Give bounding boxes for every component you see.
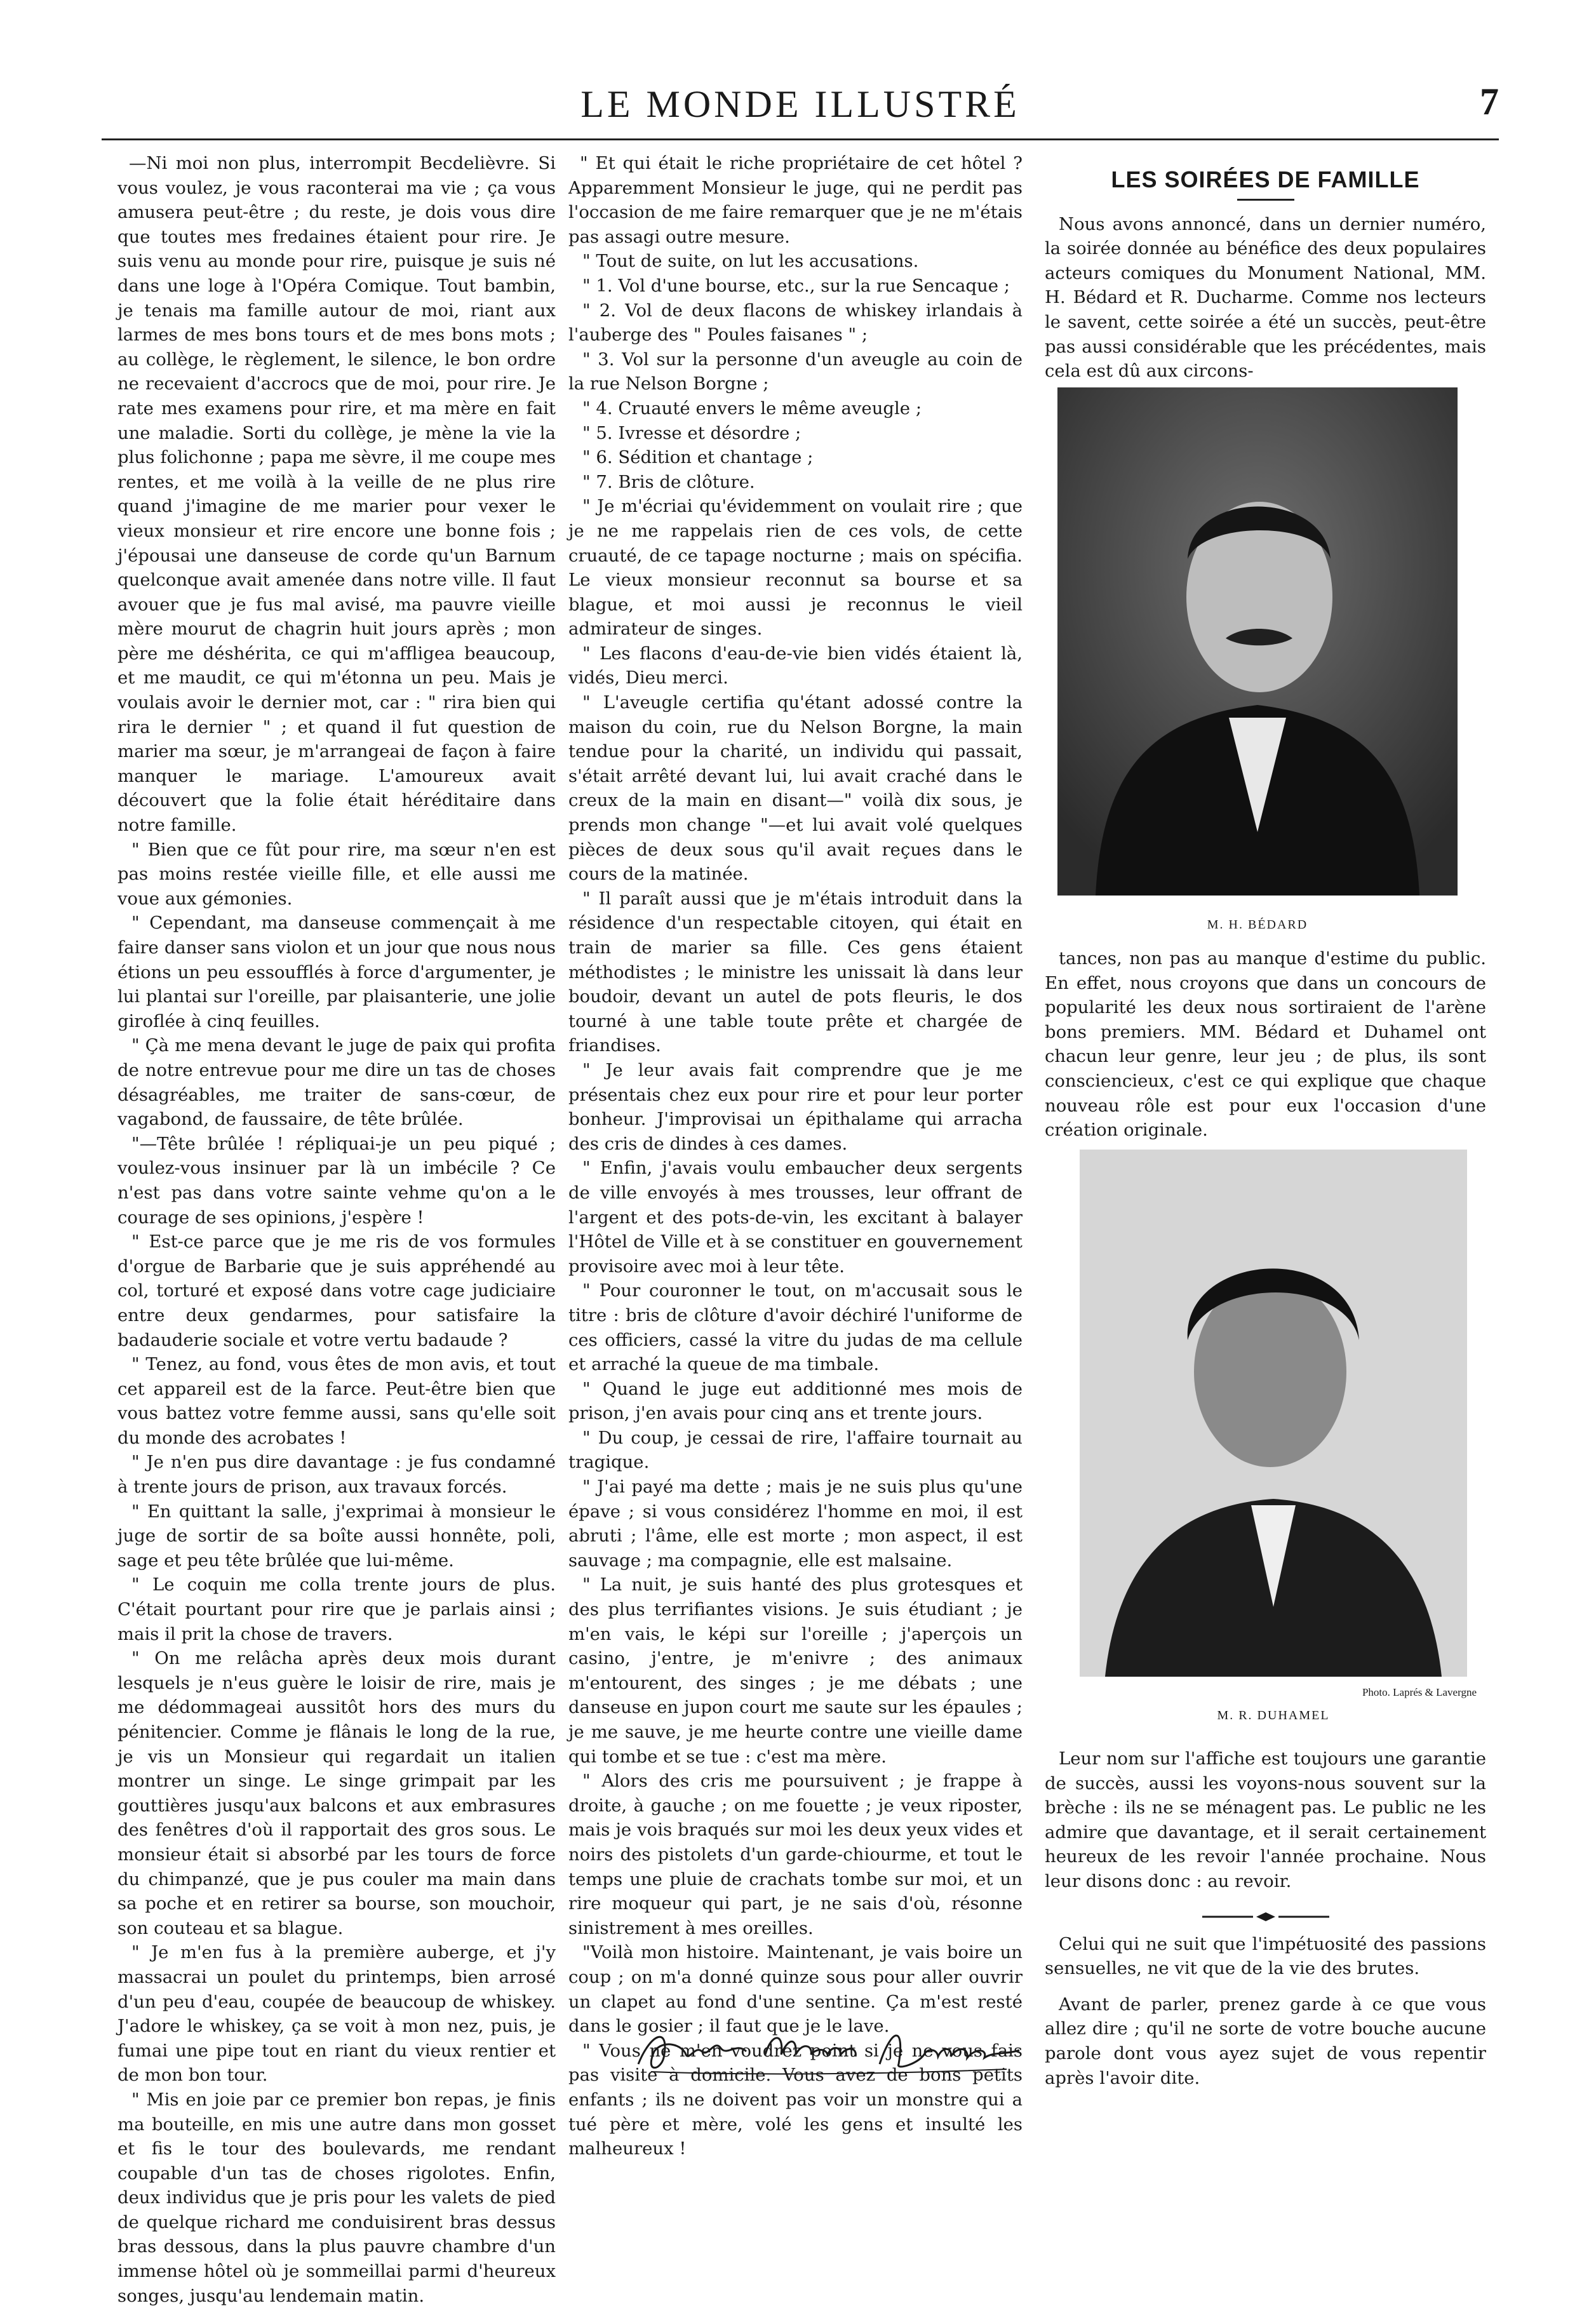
paragraph: " Tout de suite, on lut les accusations. <box>582 251 919 272</box>
paragraph: " 3. Vol sur la personne d'un aveugle au coin de la rue Nelson Borgne ; <box>568 349 1023 394</box>
paragraph: "Voilà mon histoire. Maintenant, je vais boire un coup ; on m'a donné quinze sous pour aller ouvrir un clapet au fond d'une sentine. Ça m'est resté dans le gosier ; il faut que je le lave. <box>568 1942 1023 2037</box>
paragraph: " Tenez, au fond, vous êtes de mon avis, et tout cet appareil est de la farce. Peut-être bien que vous battez votre femme aussi, sans qu'elle soit du monde des acrobates ! <box>117 1354 556 1448</box>
photo-bedard <box>1057 387 1458 896</box>
paragraph: tances, non pas au manque d'estime du public. En effet, nous croyons que dans un concours de popularité les deux nous sortiraient de l'arène bons premiers. MM. Bédard et Duhamel ont chacun leur genre, leur jeu ; de plus, ils sont consciencieux, c'est ce qui explique que chaque nouveau rôle est pour eux l'occasion d'une création originale. <box>1045 948 1486 1141</box>
paragraph: " Et qui était le riche propriétaire de cet hôtel ? Apparemment Monsieur le juge, qui ne perdit pas l'occasion de me faire remarquer que je ne m'étais pas assagi outre mesure. <box>568 153 1023 247</box>
paragraph: " 2. Vol de deux flacons de whiskey irlandais à l'auberge des " Poules faisanes " ; <box>568 300 1023 346</box>
paragraph: " Cependant, ma danseuse commençait à me faire danser sans violon et un jour que nous nous étions un peu essoufflés à force d'argumenter, je lui plantai sur l'oreille, par plaisanterie, une jolie giroflée à cinq feuilles. <box>117 913 556 1031</box>
paragraph: " 5. Ivresse et désordre ; <box>582 422 801 443</box>
photo-duhamel <box>1080 1150 1467 1677</box>
paragraph: " J'ai payé ma dette ; mais je ne suis plus qu'une épave ; si vous considérez l'homme en moi, il est abruti ; l'âme, elle est morte ; mon aspect, il est sauvage ; ma compagnie, elle est malsaine. <box>568 1477 1023 1571</box>
paragraph: " On me relâcha après deux mois durant lesquels je n'eus guère le loisir de rire, mais je me dédommageai aussitôt hors des murs du pénitencier. Comme je flânais le long de la rue, je vis un Monsieur qui regardait un italien montrer un singe. Le singe grimpait par les gouttières jusqu'aux balcons et aux embrasures des fenêtres d'où il rapportait des gros sous. Le monsieur était si absorbé par les tours de force du chimpanzé, que je pus couler ma main dans sa poche et en retirer sa bourse, son mouchoir, son couteau et sa blague. <box>117 1648 556 1938</box>
paragraph: " 7. Bris de clôture. <box>582 471 755 492</box>
paragraph: " Les flacons d'eau-de-vie bien vidés étaient là, vidés, Dieu merci. <box>568 643 1023 688</box>
paragraph: " Pour couronner le tout, on m'accusait sous le titre : bris de clôture d'avoir déchiré l'uniforme de ces officiers, cassé la vitre du judas de ma cellule et arraché la queue de ma timbale. <box>568 1280 1023 1375</box>
paragraph: " Je leur avais fait comprendre que je me présentais chez eux pour rire et pour leur porter bonheur. J'improvisai un épithalame qui arracha des cris de dindes à ces dames. <box>568 1059 1023 1154</box>
maxim-paragraph: Celui qui ne suit que l'impétuosité des passions sensuelles, ne vit que de la vie des brutes. <box>1045 1933 1486 1979</box>
paragraph: " Mis en joie par ce premier bon repas, je finis ma bouteille, en mis une autre dans mon gosset et fis le tour des boulevards, me rendant coupable d'un tas de choses rigolotes. Enfin, deux individus que je pris pour les valets de pied de quelque richard me conduisirent bras dessus bras dessous, dans la plus pauvre chambre d'un immense hôtel où je sommeillai parmi d'heureux songes, jusqu'au lendemain matin. <box>117 2089 556 2306</box>
paragraph: " 6. Sédition et chantage ; <box>582 447 814 468</box>
paragraph: " La nuit, je suis hanté des plus grotesques et des plus terrifiantes visions. Je suis étudiant ; je m'en vais, le képi sur l'oreille ; j'aperçois un casino, j'entre, je m'enivre ; des animaux m'entourent, des singes ; je me débats ; une danseuse en jupon court me saute sur les épaules ; je me sauve, je me heurte contre une vieille dame qui tombe et se tue : c'est ma mère. <box>568 1574 1023 1767</box>
section-title-rule <box>1237 199 1294 201</box>
paragraph: " Bien que ce fût pour rire, ma sœur n'en est pas moins restée vieille fille, et elle aussi me voue aux gémonies. <box>117 839 556 909</box>
paragraph: " 1. Vol d'une bourse, etc., sur la rue Sencaque ; <box>582 275 1010 296</box>
soirees-column-middle <box>1045 946 1486 1143</box>
paragraph: " Enfin, j'avais voulu embaucher deux sergents de ville envoyés à mes trousses, leur offrant de l'argent et des pots-de-vin, les excitant à balayer l'Hôtel de Ville et à se constituer en gouvernement provisoire avec moi à leur tête. <box>568 1158 1023 1277</box>
story-column-2 <box>568 151 1023 2161</box>
section-title: LES SOIRÉES DE FAMILLE <box>1111 166 1420 192</box>
story-column-1 <box>117 151 556 2308</box>
soirees-column-top <box>1045 151 1486 384</box>
paragraph: —Ni moi non plus, interrompit Becdelièvre. Si vous voulez, je vous raconterai ma vie ; ça vous amusera peut-être ; du reste, je dois vous dire que toutes mes fredaines étaient pour rire. Je suis venu au monde pour rire, puisque je suis né dans une loge à l'Opéra Comique. Tout bambin, je tenais ma famille autour de moi, riant aux larmes de mes bons tours et de mes bons mots ; au collège, le règlement, le silence, le bon ordre ne recevaient d'accrocs que de moi, pour rire. Je rate mes examens pour rire, et ma mère en fait une maladie. Sorti du collège, je mène la vie la plus folichonne ; papa me sèvre, il me coupe mes rentes, et me voilà à la veille de ne plus rire quand j'imagine de me marier pour vexer le vieux monsieur et rire encore une bonne fois ; j'épousai une danseuse de corde qu'un Barnum quelconque avait amenée dans notre ville. Il faut avouer que je fus mal avisé, ma pauvre vieille mère mourut de chagrin huit jours après ; mon père me déshérita, ce qui m'affligea beaucoup, et me maudit, ce qui m'étonna un peu. Mais je voulais avoir le dernier mot, car : " rira bien qui rira le dernier " ; et quand il fut question de marier ma sœur, je m'arrangeai de façon à faire manquer le mariage. L'amoureux avait découvert que la folie était héréditaire dans notre famille. <box>117 153 556 836</box>
author-signature <box>626 2020 1032 2077</box>
paragraph: " Quand le juge eut additionné mes mois de prison, j'en avais pour cinq ans et trente jours. <box>568 1378 1023 1424</box>
paragraph: " Le coquin me colla trente jours de plus. C'était pourtant pour rire que je parlais ainsi ; mais il prit la chose de travers. <box>117 1574 556 1644</box>
paragraph: " Vous ne m'en voudrez point si je ne vous fais pas visite à domicile. Vous avez de bons petits enfants ; ils ne doivent pas voir un monstre qui a tué père et mère, volé les gens et insulté les malheureux ! <box>568 2040 1023 2159</box>
ornament-divider <box>1045 1905 1486 1918</box>
masthead <box>102 83 1499 133</box>
paragraph: "—Tête brûlée ! répliquai-je un peu piqué ; voulez-vous insinuer par là un imbécile ? Ce n'est pas dans votre sainte vehme qu'on a le courage de ses opinions, j'espère ! <box>117 1133 556 1228</box>
page-number: 7 <box>1480 81 1499 123</box>
paragraph: " En quittant la salle, j'exprimai à monsieur le juge de sortir de sa boîte aussi honnête, poli, sage et peu tête brûlée que lui-même. <box>117 1501 556 1571</box>
paragraph: " 4. Cruauté envers le même aveugle ; <box>582 398 922 419</box>
paragraph: " Il paraît aussi que je m'étais introduit dans la résidence d'un respectable citoyen, qui était en train de marier sa fille. Ces gens étaient méthodistes ; le ministre les unissait là dans leur boudoir, devant un autel de pots fleuris, le dos tourné à une table toute prête et chargée de friandises. <box>568 888 1023 1056</box>
paragraph: " Çà me mena devant le juge de paix qui profita de notre entrevue pour me dire un tas de choses désagréables, me traiter de sans-cœur, de vagabond, de faussaire, de tête brûlée. <box>117 1035 556 1130</box>
maxim-paragraph: Avant de parler, prenez garde à ce que vous allez dire ; qu'il ne sorte de votre bouche aucune parole dont vous ayez sujet de vous repentir après l'avoir dite. <box>1045 1994 1486 2088</box>
masthead-rule <box>102 138 1499 140</box>
soirees-column-bottom <box>1045 1747 1486 2090</box>
photo-credit: Photo. Laprés & Lavergne <box>1362 1686 1477 1698</box>
paragraph: " Est-ce parce que je me ris de vos formules d'orgue de Barbarie que je suis appréhendé au col, torturé et exposé dans votre cage judiciaire entre deux gendarmes, pour satisfaire la badauderie sociale et votre vertu badaude ? <box>117 1231 556 1350</box>
paragraph: " L'aveugle certifia qu'étant adossé contre la maison du coin, rue du Nelson Borgne, la main tendue pour la charité, un individu qui passait, s'était arrêté devant lui, lui avait craché dans le creux de la main en disant—" voilà dix sous, je prends mon change "—et lui avait volé quelques pièces de deux sous qu'il avait reçues dans le cours de la matinée. <box>568 692 1023 885</box>
paragraph: Leur nom sur l'affiche est toujours une garantie de succès, aussi les voyons-nous souvent sur la brèche : ils ne se ménagent pas. Le public ne les admire que davantage, et il serait certainement heureux de les revoir l'année prochaine. Nous leur disons donc : au revoir. <box>1045 1748 1486 1891</box>
paragraph: " Je m'écriai qu'évidemment on voulait rire ; que je ne me rappelais rien de ces vols, de cette cruauté, de ce tapage nocturne ; mais on spécifia. Le vieux monsieur reconnut sa bourse et sa blague, et moi aussi je reconnus le vieil admirateur de singes. <box>568 496 1023 640</box>
paragraph: Nous avons annoncé, dans un dernier numéro, la soirée donnée au bénéfice des deux populaires acteurs comiques du Monument National, MM. H. Bédard et R. Ducharme. Comme nos lecteurs le savent, cette soirée a été un succès, peut-être pas aussi considérable que les précédentes, mais cela est dû aux circons- <box>1045 213 1486 382</box>
paragraph: " Je m'en fus à la première auberge, et j'y massacrai un poulet du printemps, bien arrosé d'un peu d'eau, coupée de beaucoup de whiskey. J'adore le whiskey, ça se voit à mon nez, puis, je fumai une pipe tout en riant du vieux rentier et de mon bon tour. <box>117 1942 556 2086</box>
paragraph: " Je n'en pus dire davantage : je fus condamné à trente jours de prison, aux travaux forcés. <box>117 1452 556 1498</box>
paragraph: " Alors des cris me poursuivent ; je frappe à droite, à gauche ; on me fouette ; je veux riposter, mais je vois braqués sur moi les deux yeux vides et noirs des pistolets d'un garde-chiourme, et tout le temps une pluie de crachats tombe sur moi, et un rire moqueur qui part, je ne sais d'où, résonne sinistrement à mes oreilles. <box>568 1771 1023 1938</box>
photo-caption-bedard: M. H. BÉDARD <box>1207 918 1308 932</box>
paragraph: " Du coup, je cessai de rire, l'affaire tournait au tragique. <box>568 1427 1023 1473</box>
newspaper-title: LE MONDE ILLUSTRÉ <box>580 83 1020 125</box>
photo-caption-duhamel: M. R. DUHAMEL <box>1217 1708 1330 1722</box>
